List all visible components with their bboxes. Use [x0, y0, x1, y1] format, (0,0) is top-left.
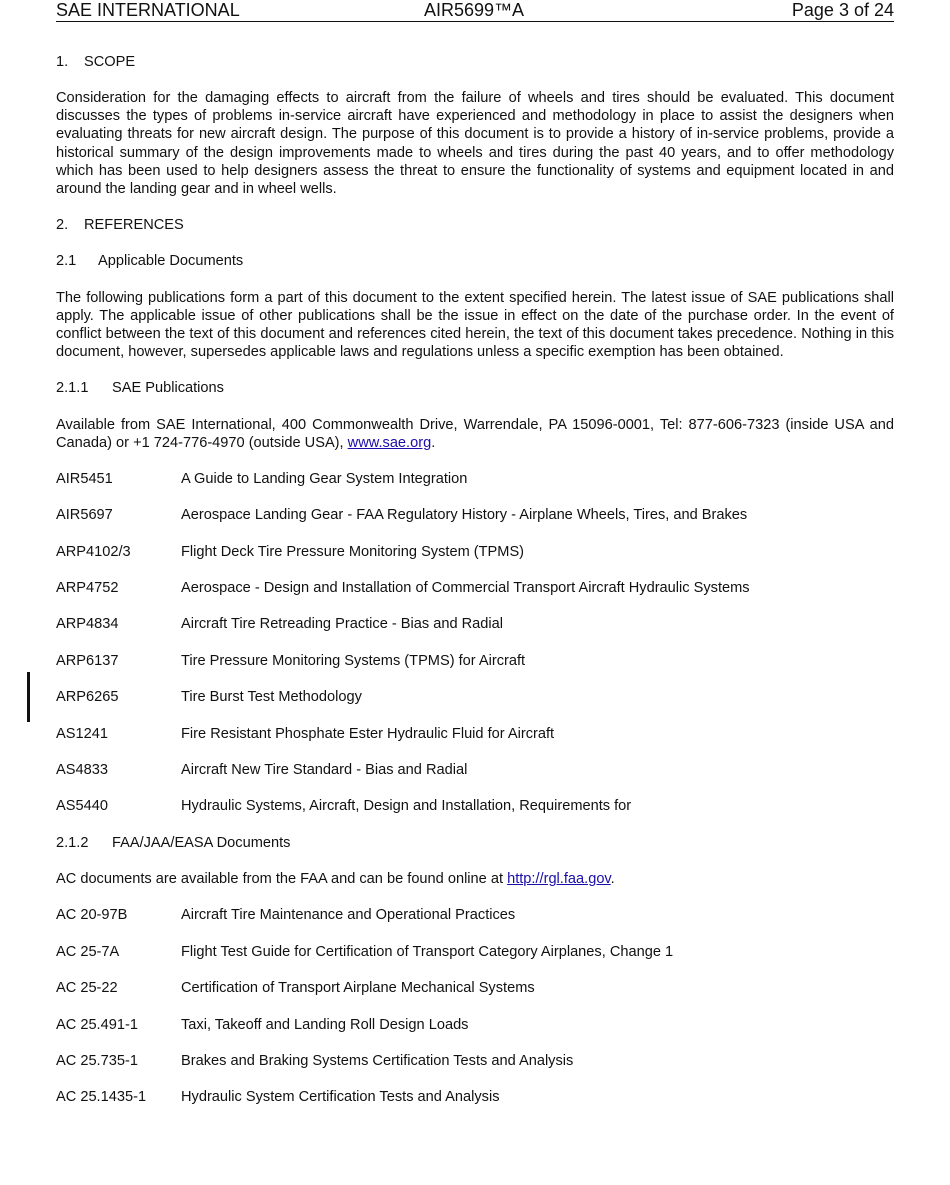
reference-code: AC 25-22: [56, 980, 118, 997]
scope-paragraph: Consideration for the damaging effects to aircraft from the failure of wheels and tires should be evaluated. This document discusses the types of problems in-service aircraft have experienced and methodology in place to assist the designers when evaluating threats for new aircraft design. The purpose of this document is to provide a history of in-service problems, provide a historical summary of the design improvements made to wheels and tires during the past 40 years, and to offer methodology which has been used to help designers assess the threat to ensure the functionality of systems and equipment located in and around the landing gear and in wheel wells.: [56, 90, 894, 197]
faa-website-link[interactable]: http://rgl.faa.gov: [507, 871, 611, 888]
reference-title: Flight Test Guide for Certification of Transport Category Airplanes, Change 1: [181, 943, 674, 960]
reference-item: [56, 506, 894, 524]
sae-availability-paragraph: [56, 416, 894, 452]
reference-code: ARP4834: [56, 616, 119, 633]
reference-code: ARP4752: [56, 580, 119, 597]
reference-item: [56, 1088, 894, 1106]
faa-availability-paragraph: [56, 870, 894, 888]
section-number: 2.1.2: [56, 834, 89, 851]
section-heading-references: [56, 216, 894, 234]
reference-code: AIR5697: [56, 507, 113, 524]
reference-code: ARP6137: [56, 652, 119, 669]
reference-item: [56, 797, 894, 815]
reference-title: Aerospace Landing Gear - FAA Regulatory History - Airplane Wheels, Tires, and Brakes: [181, 507, 748, 524]
subsection-heading-applicable-documents: [56, 252, 894, 270]
reference-code: AS5440: [56, 798, 108, 815]
reference-item: [56, 615, 894, 633]
faa-availability-text: AC documents are available from the FAA and can be found online at: [56, 871, 508, 888]
header-document-number: AIR5699™A: [424, 0, 525, 20]
reference-title: Hydraulic Systems, Aircraft, Design and Installation, Requirements for: [181, 798, 632, 815]
reference-item: [56, 652, 894, 670]
section-number: 2.1.1: [56, 380, 89, 397]
sae-availability-period: .: [431, 434, 436, 451]
reference-item: [56, 979, 894, 997]
reference-code: ARP4102/3: [56, 543, 131, 560]
header-organization: SAE INTERNATIONAL: [56, 0, 240, 20]
section-title: FAA/JAA/EASA Documents: [112, 834, 291, 851]
document-body: [56, 53, 894, 1125]
reference-code: AC 25.735-1: [56, 1052, 138, 1069]
reference-item: [56, 543, 894, 561]
reference-item: [56, 1016, 894, 1034]
subsection-heading-sae-publications: [56, 379, 894, 397]
reference-title: Tire Pressure Monitoring Systems (TPMS) for Aircraft: [181, 652, 526, 669]
reference-title: A Guide to Landing Gear System Integration: [181, 470, 468, 487]
sae-publications-list: [56, 470, 894, 816]
section-title: SAE Publications: [112, 380, 224, 397]
reference-title: Tire Burst Test Methodology: [181, 689, 362, 706]
reference-item: [56, 906, 894, 924]
reference-code: AS4833: [56, 762, 108, 778]
reference-item: [56, 761, 894, 779]
reference-code: AIR5451: [56, 470, 113, 487]
header-page-number: Page 3 of 24: [791, 0, 894, 20]
section-number: 2.1: [56, 253, 77, 270]
section-title: SCOPE: [84, 54, 136, 70]
reference-code: AC 25.491-1: [56, 1016, 138, 1033]
reference-item: [56, 579, 894, 597]
reference-item: [56, 1052, 894, 1070]
section-heading-scope: [56, 53, 894, 71]
reference-title: Aerospace - Design and Installation of Commercial Transport Aircraft Hydraulic Systems: [181, 580, 750, 597]
reference-code: AS1241: [56, 725, 108, 742]
sae-website-link[interactable]: www.sae.org: [347, 434, 432, 451]
section-title: Applicable Documents: [98, 253, 244, 270]
reference-title: Fire Resistant Phosphate Ester Hydraulic Fluid for Aircraft: [181, 725, 555, 742]
subsection-heading-faa-documents: [56, 834, 894, 852]
reference-title: Aircraft New Tire Standard - Bias and Radial: [181, 762, 468, 778]
reference-title: Brakes and Braking Systems Certification Tests and Analysis: [181, 1052, 574, 1069]
reference-title: Aircraft Tire Retreading Practice - Bias and Radial: [181, 616, 504, 633]
revision-change-bar: [27, 672, 30, 722]
section-number: 2.: [56, 217, 69, 234]
sae-availability-text: Available from SAE International, 400 Commonwealth Drive, Warrendale, PA 15096-0001, Tel: 877-606-7323 (inside USA and Canada) or +1 724-776-4970 (outside USA),: [56, 416, 894, 451]
reference-code: AC 20-97B: [56, 907, 128, 924]
reference-code: ARP6265: [56, 689, 119, 706]
reference-code: AC 25-7A: [56, 943, 120, 960]
reference-title: Flight Deck Tire Pressure Monitoring System (TPMS): [181, 543, 525, 560]
reference-title: Hydraulic System Certification Tests and Analysis: [181, 1089, 500, 1106]
applicable-documents-paragraph: The following publications form a part of this document to the extent specified herein. The latest issue of SAE publications shall apply. The applicable issue of other publications shall be the issue in effect on the date of the purchase order. In the event of conflict between the text of this document and references cited herein, the text of this document takes precedence. Nothing in this document, however, supersedes applicable laws and regulations unless a specific exemption has been obtained.: [56, 289, 894, 360]
faa-documents-list: [56, 906, 894, 1106]
reference-title: Taxi, Takeoff and Landing Roll Design Loads: [181, 1016, 469, 1033]
section-title: REFERENCES: [84, 217, 184, 234]
section-number: 1.: [56, 54, 69, 70]
reference-item: [56, 725, 894, 743]
page-header: [56, 0, 894, 22]
reference-item: [56, 943, 894, 961]
faa-availability-period: .: [610, 871, 615, 888]
reference-item: [56, 470, 894, 488]
reference-code: AC 25.1435-1: [56, 1089, 147, 1106]
reference-title: Aircraft Tire Maintenance and Operational Practices: [181, 907, 516, 924]
reference-item: [56, 688, 894, 706]
reference-title: Certification of Transport Airplane Mechanical Systems: [181, 980, 535, 997]
